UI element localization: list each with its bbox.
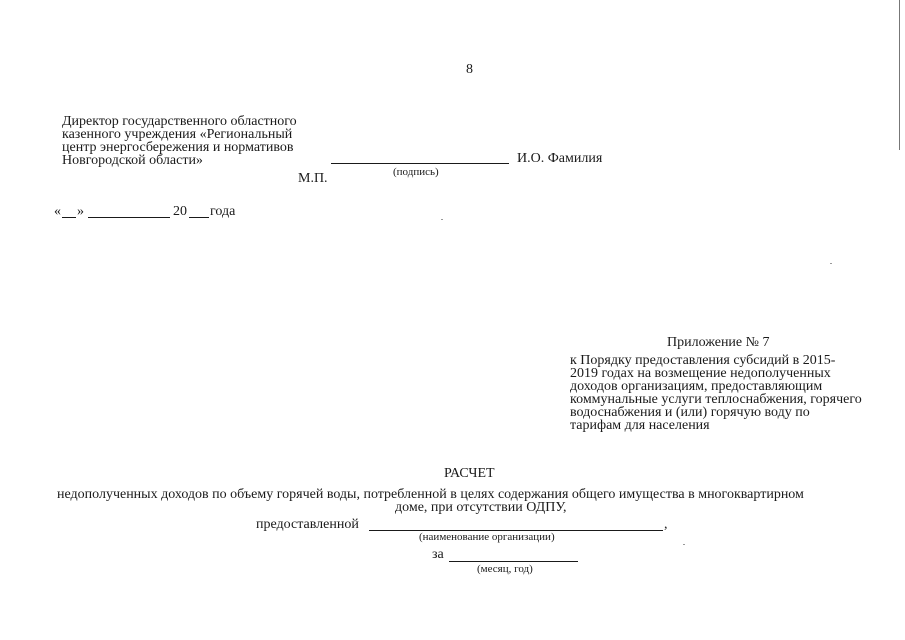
period-blank	[449, 561, 578, 562]
appendix-line: коммунальные услуги теплоснабжения, горячего	[570, 392, 862, 407]
signatory-name: И.О. Фамилия	[517, 151, 603, 166]
document-subtitle-line1: недополученных доходов по объему горячей воды, потребленной в целях содержания общего имущества в многоквартирном	[57, 487, 804, 502]
day-blank	[62, 217, 76, 218]
page-number: 8	[466, 62, 473, 77]
year-blank	[189, 217, 209, 218]
organization-caption: (наименование организации)	[419, 531, 555, 543]
document-title: РАСЧЕТ	[444, 466, 495, 481]
appendix-description	[570, 354, 862, 432]
period-caption: (месяц, год)	[477, 563, 533, 575]
director-line: Директор государственного областного	[62, 114, 297, 129]
scan-edge-line	[899, 0, 900, 150]
month-blank	[88, 217, 170, 218]
date-quote-open: «	[54, 204, 61, 219]
signature-line	[331, 163, 509, 164]
director-line: казенного учреждения «Региональный	[62, 127, 293, 142]
appendix-line: тарифам для населения	[570, 418, 710, 433]
scan-speck	[683, 544, 685, 545]
director-line: центр энергосбережения и нормативов	[62, 140, 294, 155]
stamp-label: М.П.	[298, 171, 328, 186]
year-suffix: года	[210, 204, 236, 219]
signature-caption: (подпись)	[393, 166, 439, 178]
provided-comma: ,	[664, 517, 668, 532]
period-label: за	[432, 547, 444, 562]
provided-label: предоставленной	[256, 517, 359, 532]
appendix-line: 2019 годах на возмещение недополученных	[570, 366, 831, 381]
scan-speck	[441, 219, 443, 220]
appendix-title: Приложение № 7	[667, 335, 770, 350]
appendix-line: водоснабжения и (или) горячую воду по	[570, 405, 810, 420]
director-line: Новгородской области»	[62, 153, 203, 168]
director-title	[62, 115, 297, 167]
date-quote-close: »	[77, 204, 84, 219]
appendix-line: доходов организациям, предоставляющим	[570, 379, 823, 394]
document-subtitle-line2: доме, при отсутствии ОДПУ,	[395, 500, 567, 515]
appendix-line: к Порядку предоставления субсидий в 2015-	[570, 353, 836, 368]
year-prefix: 20	[173, 204, 187, 219]
scan-speck	[830, 263, 832, 264]
